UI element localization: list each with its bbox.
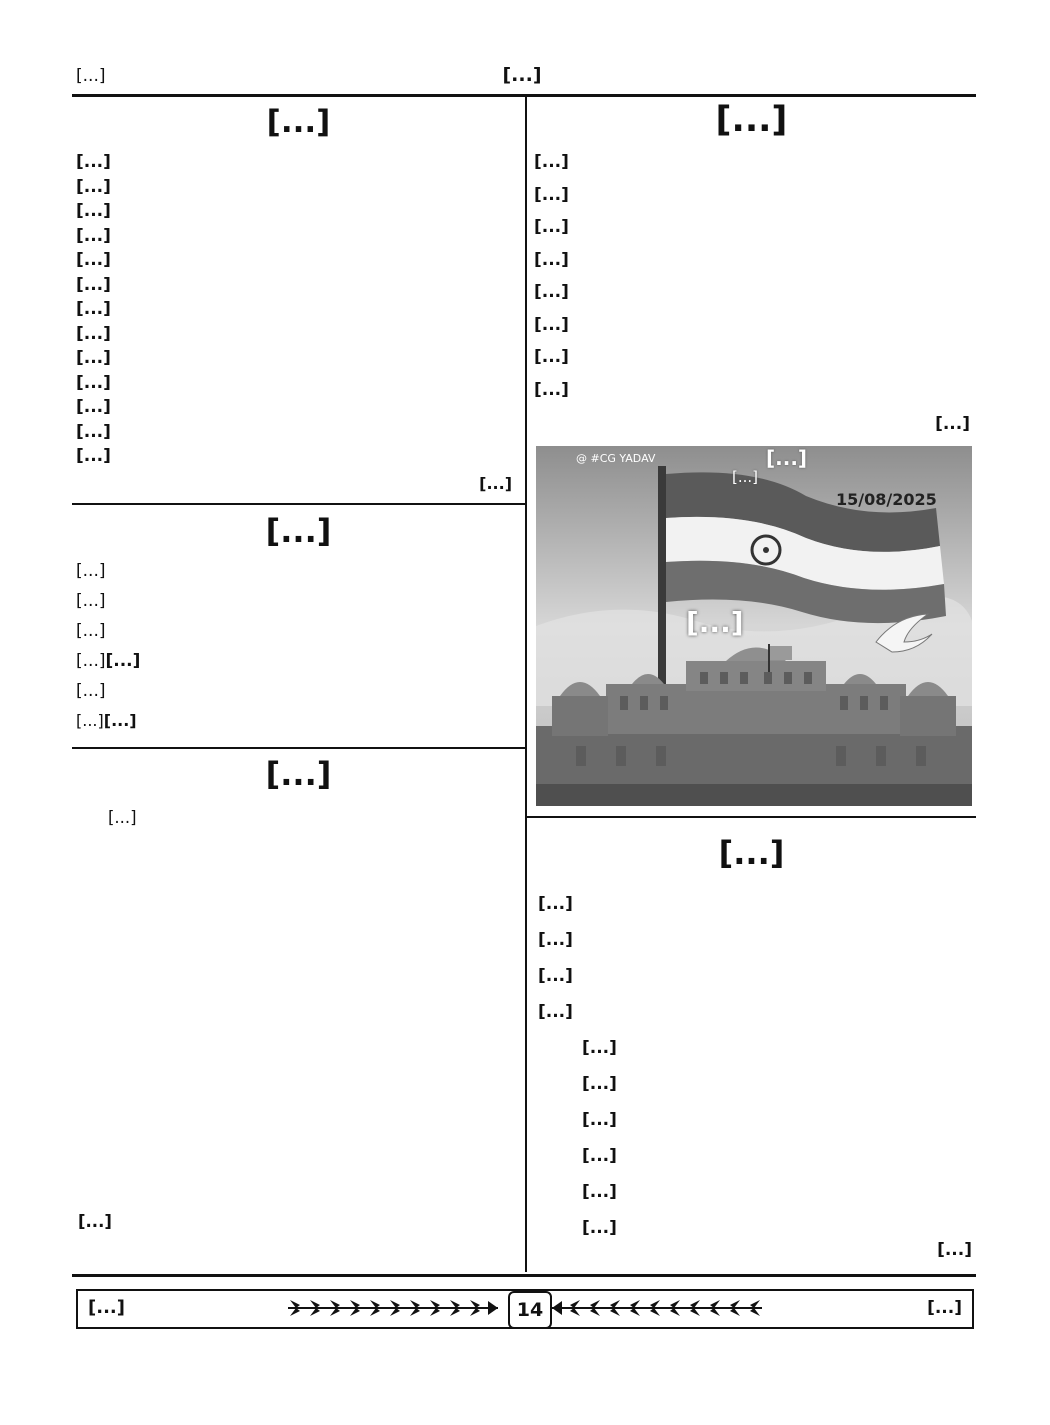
- section-divider: [527, 816, 976, 818]
- page-number: 14: [508, 1291, 552, 1329]
- independence-day-image: [536, 446, 972, 806]
- poem-line: [...]: [538, 930, 573, 950]
- section-divider: [72, 747, 525, 749]
- poem-line: [...]: [538, 1002, 573, 1022]
- poem-line: [...]: [76, 372, 111, 393]
- jana-gana-mana-title: [...]: [266, 104, 331, 140]
- amrit-mahotsav-poem: [76, 556, 524, 736]
- poem-line: [...]: [538, 894, 573, 914]
- poem-line: [...]: [76, 176, 111, 197]
- photo-date: 15/08/2025: [836, 490, 937, 509]
- poem-line: [...]: [76, 421, 111, 442]
- page-footer: [72, 1274, 976, 1333]
- poem-line: [...]: [534, 184, 569, 205]
- poem-line: [...]: [538, 966, 573, 986]
- header-issue-title: [...]: [502, 64, 542, 86]
- poem-line: [...]: [534, 314, 569, 335]
- senani-title: [...]: [265, 755, 332, 793]
- azadi-slogans: [582, 1030, 972, 1246]
- slogan-line: [...]: [582, 1218, 617, 1238]
- amrit-mahotsav-title: [...]: [265, 512, 332, 550]
- poem-line: [...]: [76, 591, 106, 611]
- poem-line: [...]: [534, 249, 569, 270]
- azadi-poem: [538, 886, 974, 1030]
- poem-line: [76, 706, 524, 736]
- slogan-line: [...]: [582, 1110, 617, 1130]
- vande-mataram-credit: [...]: [935, 414, 970, 434]
- poem-line: [...]: [534, 347, 569, 367]
- poem-line: [...]: [76, 681, 106, 701]
- poem-line: [...]: [76, 348, 111, 368]
- author-credit: [...]: [103, 711, 137, 730]
- poem-line: [...]: [76, 299, 111, 319]
- poem-line: [...]: [76, 561, 106, 581]
- photo-banner-title: [...]: [766, 446, 808, 470]
- poem-line: [...]: [76, 152, 111, 172]
- section-divider: [72, 503, 525, 505]
- column-divider: [525, 94, 527, 1272]
- vine-ornament-left-icon: [288, 1293, 498, 1323]
- slogan-line: [...]: [582, 1038, 617, 1058]
- poem-line: [...]: [76, 225, 111, 246]
- photo-banner-subtitle: [...]: [732, 468, 759, 486]
- poem-line: [...]: [76, 446, 111, 466]
- poem-line: [...]: [76, 274, 111, 295]
- poem-line: [76, 646, 524, 676]
- slogan-line: [...]: [582, 1074, 617, 1094]
- magazine-page: [72, 60, 976, 1340]
- footer-issue-date: [...]: [927, 1298, 962, 1318]
- vande-mataram-poem: [534, 146, 974, 406]
- poem-line: [...]: [76, 201, 111, 221]
- poem-line: [...]: [76, 323, 111, 344]
- poem-line: [...]: [76, 397, 111, 417]
- jana-gana-mana-credit: [...]: [479, 474, 512, 493]
- jana-gana-mana-poem: [76, 150, 516, 469]
- senani-closing: [...]: [78, 1212, 112, 1231]
- senani-paragraph: [...]: [108, 808, 137, 827]
- vine-ornament-right-icon: [552, 1293, 762, 1323]
- page-header: [72, 60, 976, 97]
- header-section-label: [...]: [76, 66, 106, 86]
- slogan-line: [...]: [582, 1182, 617, 1202]
- line-text: [...]: [76, 711, 104, 730]
- poem-line: [...]: [534, 217, 569, 237]
- poem-line: [...]: [534, 282, 569, 302]
- photo-watermark: @ #CG YADAV: [576, 452, 656, 465]
- line-text: [...]: [76, 651, 106, 671]
- vande-mataram-title: [...]: [715, 100, 788, 140]
- footer-box: [76, 1289, 974, 1329]
- photo-overlay-text: [...]: [686, 606, 744, 639]
- slogan-line: [...]: [582, 1146, 617, 1166]
- poem-line: [...]: [76, 621, 106, 641]
- azadi-title: [...]: [718, 834, 785, 872]
- footer-magazine-name: [...]: [88, 1297, 125, 1318]
- poem-line: [...]: [534, 379, 569, 400]
- poem-line: [...]: [534, 152, 569, 172]
- azadi-credit: [...]: [937, 1240, 972, 1260]
- emphasis-name: [...]: [105, 651, 141, 671]
- poem-line: [...]: [76, 250, 111, 270]
